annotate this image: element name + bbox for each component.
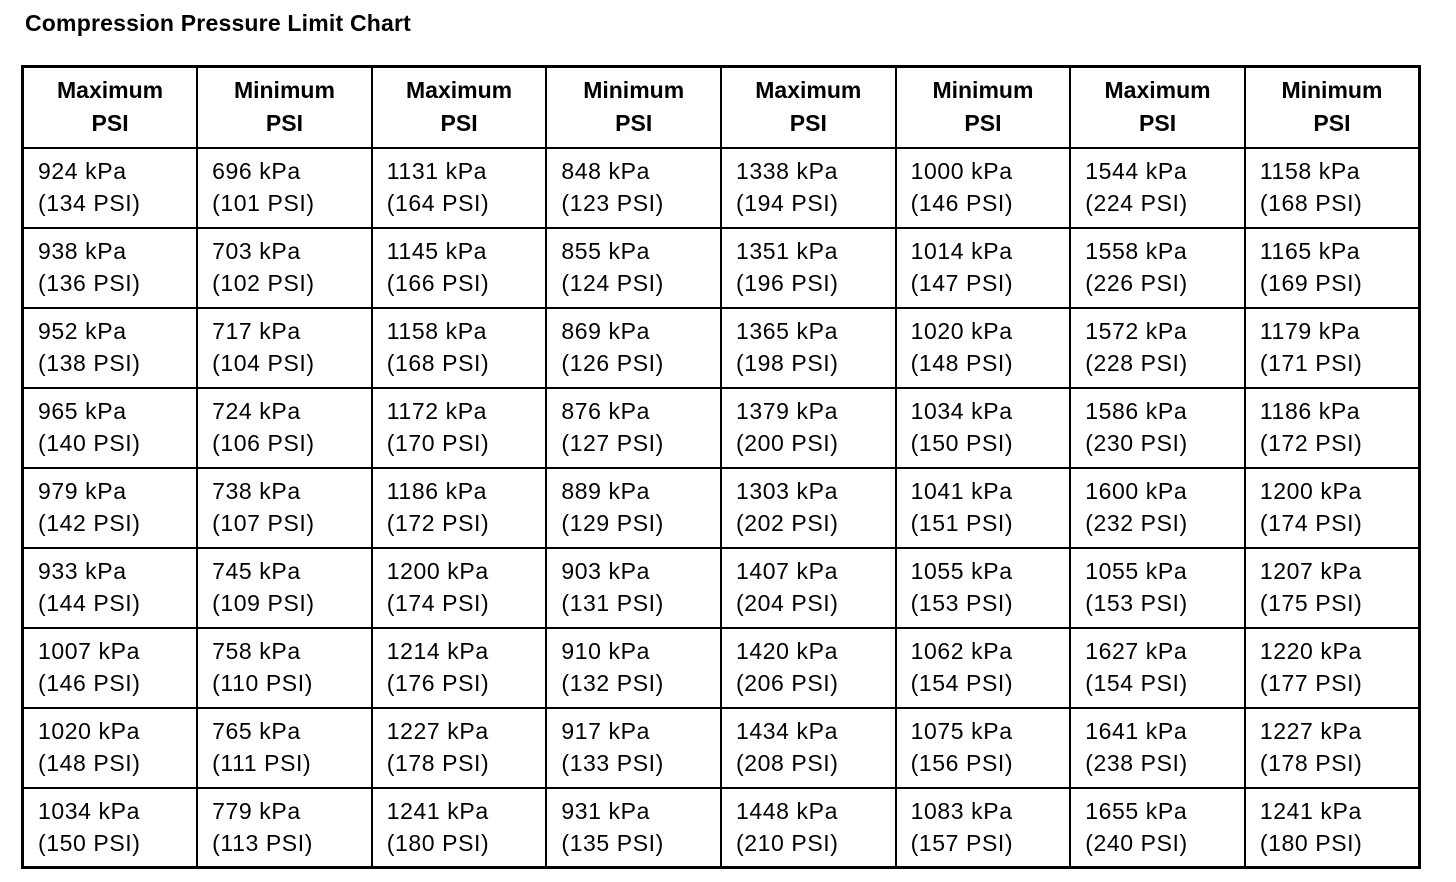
psi-value: (204 PSI) xyxy=(736,589,839,616)
kpa-value: 779 kPa xyxy=(212,797,301,824)
psi-value: (133 PSI) xyxy=(561,749,664,776)
psi-value: (210 PSI) xyxy=(736,829,839,856)
column-header-label: Maximum xyxy=(1104,77,1211,104)
psi-value: (174 PSI) xyxy=(386,589,490,616)
column-header-7 xyxy=(1070,67,1245,148)
psi-value: (200 PSI) xyxy=(736,429,839,456)
kpa-value: 1034 kPa xyxy=(38,797,140,824)
table-cell xyxy=(1245,628,1420,708)
table-cell xyxy=(896,548,1071,628)
kpa-value: 1641 kPa xyxy=(1085,717,1188,744)
psi-value: (172 PSI) xyxy=(386,509,490,536)
table-cell xyxy=(197,148,372,228)
column-header-5 xyxy=(721,67,896,148)
table-cell xyxy=(721,468,896,548)
kpa-value: 1338 kPa xyxy=(736,157,838,184)
psi-value: (157 PSI) xyxy=(910,829,1014,856)
psi-value: (226 PSI) xyxy=(1085,269,1188,296)
psi-value: (153 PSI) xyxy=(1085,589,1188,616)
psi-value: (148 PSI) xyxy=(38,749,141,776)
table-cell xyxy=(546,228,721,308)
psi-value: (178 PSI) xyxy=(1259,749,1363,776)
kpa-value: 1179 kPa xyxy=(1259,317,1361,344)
kpa-value: 1220 kPa xyxy=(1259,637,1362,664)
table-cell xyxy=(23,788,198,868)
column-header-unit: PSI xyxy=(615,110,653,137)
kpa-value: 1558 kPa xyxy=(1085,237,1188,264)
page-title: Compression Pressure Limit Chart xyxy=(25,10,412,36)
psi-value: (146 PSI) xyxy=(38,669,141,696)
table-cell xyxy=(372,788,547,868)
column-header-unit: PSI xyxy=(964,110,1002,137)
kpa-value: 938 kPa xyxy=(38,237,127,264)
kpa-value: 696 kPa xyxy=(212,157,301,184)
kpa-value: 979 kPa xyxy=(38,477,127,504)
column-header-8 xyxy=(1245,67,1420,148)
kpa-value: 724 kPa xyxy=(212,397,301,424)
table-row xyxy=(23,708,1420,788)
table-cell xyxy=(721,628,896,708)
psi-value: (113 PSI) xyxy=(212,829,313,856)
kpa-value: 889 kPa xyxy=(561,477,650,504)
kpa-value: 1351 kPa xyxy=(736,237,838,264)
table-cell xyxy=(1245,788,1420,868)
psi-value: (111 PSI) xyxy=(212,749,312,776)
kpa-value: 1627 kPa xyxy=(1085,637,1188,664)
kpa-value: 965 kPa xyxy=(38,397,127,424)
column-header-6 xyxy=(896,67,1071,148)
psi-value: (230 PSI) xyxy=(1085,429,1188,456)
psi-value: (176 PSI) xyxy=(386,669,490,696)
psi-value: (124 PSI) xyxy=(561,269,664,296)
table-cell xyxy=(896,708,1071,788)
psi-value: (102 PSI) xyxy=(212,269,315,296)
table-cell xyxy=(372,228,547,308)
psi-value: (138 PSI) xyxy=(38,349,141,376)
psi-value: (126 PSI) xyxy=(561,349,664,376)
psi-value: (134 PSI) xyxy=(38,189,141,216)
kpa-value: 703 kPa xyxy=(212,237,301,264)
table-cell xyxy=(372,708,547,788)
psi-value: (194 PSI) xyxy=(736,189,839,216)
kpa-value: 1186 kPa xyxy=(386,477,488,504)
psi-value: (132 PSI) xyxy=(561,669,664,696)
table-cell xyxy=(372,548,547,628)
table-cell xyxy=(721,228,896,308)
table-cell xyxy=(546,148,721,228)
kpa-value: 1186 kPa xyxy=(1259,397,1361,424)
psi-value: (127 PSI) xyxy=(561,429,664,456)
kpa-value: 1407 kPa xyxy=(736,557,838,584)
psi-value: (150 PSI) xyxy=(38,829,141,856)
column-header-label: Minimum xyxy=(1281,77,1383,104)
table-cell xyxy=(1245,148,1420,228)
table-cell xyxy=(1070,468,1245,548)
psi-value: (238 PSI) xyxy=(1085,749,1188,776)
header-row xyxy=(23,67,1420,148)
kpa-value: 1055 kPa xyxy=(910,557,1013,584)
table-cell xyxy=(546,388,721,468)
column-header-label: Minimum xyxy=(932,77,1034,104)
kpa-value: 876 kPa xyxy=(561,397,650,424)
kpa-value: 1055 kPa xyxy=(1085,557,1188,584)
column-header-label: Minimum xyxy=(233,77,335,104)
psi-value: (175 PSI) xyxy=(1259,589,1363,616)
table-cell xyxy=(896,788,1071,868)
kpa-value: 1586 kPa xyxy=(1085,397,1188,424)
psi-value: (172 PSI) xyxy=(1259,429,1363,456)
psi-value: (107 PSI) xyxy=(212,509,315,536)
kpa-value: 931 kPa xyxy=(561,797,650,824)
kpa-value: 1034 kPa xyxy=(910,397,1013,424)
psi-value: (206 PSI) xyxy=(736,669,839,696)
psi-value: (106 PSI) xyxy=(212,429,315,456)
kpa-value: 869 kPa xyxy=(561,317,650,344)
kpa-value: 1200 kPa xyxy=(1259,477,1362,504)
kpa-value: 924 kPa xyxy=(38,157,127,184)
psi-value: (198 PSI) xyxy=(736,349,839,376)
psi-value: (109 PSI) xyxy=(212,589,315,616)
kpa-value: 1655 kPa xyxy=(1085,797,1188,824)
table-cell xyxy=(1070,548,1245,628)
table-cell xyxy=(1245,308,1420,388)
table-cell xyxy=(1070,308,1245,388)
table-cell xyxy=(896,308,1071,388)
column-header-unit: PSI xyxy=(265,110,303,137)
table-cell xyxy=(23,228,198,308)
table-cell xyxy=(546,308,721,388)
table-cell xyxy=(372,388,547,468)
kpa-value: 1214 kPa xyxy=(386,637,489,664)
table-row xyxy=(23,548,1420,628)
table-cell xyxy=(197,708,372,788)
table-cell xyxy=(1245,708,1420,788)
table-cell xyxy=(23,548,198,628)
table-cell xyxy=(1245,468,1420,548)
table-cell xyxy=(1245,388,1420,468)
kpa-value: 1062 kPa xyxy=(910,637,1013,664)
table-cell xyxy=(546,548,721,628)
kpa-value: 917 kPa xyxy=(561,717,650,744)
table-cell xyxy=(1070,388,1245,468)
psi-value: (135 PSI) xyxy=(561,829,664,856)
table-cell xyxy=(546,708,721,788)
psi-value: (110 PSI) xyxy=(212,669,313,696)
psi-value: (154 PSI) xyxy=(910,669,1014,696)
psi-value: (131 PSI) xyxy=(561,589,664,616)
psi-value: (180 PSI) xyxy=(386,829,490,856)
psi-value: (142 PSI) xyxy=(38,509,141,536)
kpa-value: 1020 kPa xyxy=(910,317,1013,344)
kpa-value: 1158 kPa xyxy=(386,317,488,344)
kpa-value: 1303 kPa xyxy=(736,477,838,504)
column-header-label: Maximum xyxy=(406,77,513,104)
column-header-label: Maximum xyxy=(755,77,862,104)
kpa-value: 933 kPa xyxy=(38,557,127,584)
column-header-unit: PSI xyxy=(1313,110,1351,137)
table-cell xyxy=(721,308,896,388)
column-header-unit: PSI xyxy=(789,110,827,137)
kpa-value: 952 kPa xyxy=(38,317,127,344)
psi-value: (166 PSI) xyxy=(386,269,490,296)
psi-value: (178 PSI) xyxy=(386,749,490,776)
table-cell xyxy=(546,788,721,868)
psi-value: (136 PSI) xyxy=(38,269,141,296)
kpa-value: 1007 kPa xyxy=(38,637,140,664)
kpa-value: 1172 kPa xyxy=(386,397,488,424)
psi-value: (104 PSI) xyxy=(212,349,315,376)
psi-value: (154 PSI) xyxy=(1085,669,1188,696)
kpa-value: 1544 kPa xyxy=(1085,157,1188,184)
table-row xyxy=(23,148,1420,228)
kpa-value: 745 kPa xyxy=(212,557,301,584)
table-cell xyxy=(896,468,1071,548)
kpa-value: 1227 kPa xyxy=(1259,717,1362,744)
psi-value: (168 PSI) xyxy=(1259,189,1363,216)
compression-pressure-table xyxy=(21,65,1421,869)
kpa-value: 1572 kPa xyxy=(1085,317,1188,344)
psi-value: (224 PSI) xyxy=(1085,189,1188,216)
kpa-value: 1083 kPa xyxy=(910,797,1013,824)
kpa-value: 1448 kPa xyxy=(736,797,838,824)
table-cell xyxy=(372,628,547,708)
table-cell xyxy=(721,388,896,468)
kpa-value: 903 kPa xyxy=(561,557,650,584)
psi-value: (156 PSI) xyxy=(910,749,1014,776)
table-row xyxy=(23,308,1420,388)
psi-value: (150 PSI) xyxy=(910,429,1014,456)
kpa-value: 1145 kPa xyxy=(386,237,488,264)
kpa-value: 1365 kPa xyxy=(736,317,838,344)
table-cell xyxy=(721,708,896,788)
psi-value: (232 PSI) xyxy=(1085,509,1188,536)
kpa-value: 1131 kPa xyxy=(386,157,488,184)
column-header-1 xyxy=(23,67,198,148)
table-cell xyxy=(896,148,1071,228)
kpa-value: 1041 kPa xyxy=(910,477,1013,504)
table-cell xyxy=(23,708,198,788)
table-cell xyxy=(721,148,896,228)
table-cell xyxy=(197,228,372,308)
table-cell xyxy=(896,388,1071,468)
column-header-4 xyxy=(546,67,721,148)
table-row xyxy=(23,388,1420,468)
kpa-value: 1241 kPa xyxy=(386,797,489,824)
kpa-value: 1158 kPa xyxy=(1259,157,1361,184)
psi-value: (228 PSI) xyxy=(1085,349,1188,376)
psi-value: (240 PSI) xyxy=(1085,829,1188,856)
psi-value: (129 PSI) xyxy=(561,509,664,536)
kpa-value: 1227 kPa xyxy=(386,717,489,744)
table-cell xyxy=(546,628,721,708)
table-row xyxy=(23,628,1420,708)
table-cell xyxy=(197,548,372,628)
psi-value: (147 PSI) xyxy=(910,269,1014,296)
column-header-2 xyxy=(197,67,372,148)
kpa-value: 1600 kPa xyxy=(1085,477,1188,504)
kpa-value: 1014 kPa xyxy=(910,237,1013,264)
kpa-value: 910 kPa xyxy=(561,637,650,664)
table-cell xyxy=(23,468,198,548)
table-row xyxy=(23,228,1420,308)
psi-value: (123 PSI) xyxy=(561,189,664,216)
table-cell xyxy=(23,388,198,468)
psi-value: (174 PSI) xyxy=(1259,509,1363,536)
psi-value: (177 PSI) xyxy=(1259,669,1363,696)
kpa-value: 848 kPa xyxy=(561,157,650,184)
kpa-value: 738 kPa xyxy=(212,477,301,504)
table-cell xyxy=(372,468,547,548)
psi-value: (148 PSI) xyxy=(910,349,1014,376)
psi-value: (171 PSI) xyxy=(1259,349,1363,376)
kpa-value: 758 kPa xyxy=(212,637,301,664)
table-row xyxy=(23,788,1420,868)
table-cell xyxy=(1245,548,1420,628)
psi-value: (144 PSI) xyxy=(38,589,141,616)
kpa-value: 1165 kPa xyxy=(1259,237,1361,264)
psi-value: (202 PSI) xyxy=(736,509,839,536)
psi-value: (140 PSI) xyxy=(38,429,141,456)
psi-value: (208 PSI) xyxy=(736,749,839,776)
kpa-value: 1420 kPa xyxy=(736,637,838,664)
kpa-value: 717 kPa xyxy=(212,317,301,344)
column-header-3 xyxy=(372,67,547,148)
table-cell xyxy=(197,308,372,388)
table-cell xyxy=(372,148,547,228)
psi-value: (164 PSI) xyxy=(386,189,490,216)
table-row xyxy=(23,468,1420,548)
table-cell xyxy=(1245,228,1420,308)
psi-value: (180 PSI) xyxy=(1259,829,1363,856)
table-cell xyxy=(1070,708,1245,788)
column-header-unit: PSI xyxy=(440,110,478,137)
kpa-value: 1200 kPa xyxy=(386,557,489,584)
psi-value: (101 PSI) xyxy=(212,189,315,216)
table-cell xyxy=(1070,228,1245,308)
table-cell xyxy=(1070,788,1245,868)
table-cell xyxy=(197,388,372,468)
psi-value: (153 PSI) xyxy=(910,589,1014,616)
psi-value: (196 PSI) xyxy=(736,269,839,296)
psi-value: (170 PSI) xyxy=(386,429,490,456)
table-cell xyxy=(372,308,547,388)
table-cell xyxy=(546,468,721,548)
kpa-value: 1075 kPa xyxy=(910,717,1013,744)
psi-value: (169 PSI) xyxy=(1259,269,1363,296)
psi-value: (151 PSI) xyxy=(910,509,1014,536)
table-cell xyxy=(197,628,372,708)
table-cell xyxy=(896,228,1071,308)
kpa-value: 1000 kPa xyxy=(910,157,1013,184)
kpa-value: 1241 kPa xyxy=(1259,797,1362,824)
kpa-value: 1434 kPa xyxy=(736,717,838,744)
table-cell xyxy=(1070,148,1245,228)
table-cell xyxy=(721,548,896,628)
table-cell xyxy=(1070,628,1245,708)
table-cell xyxy=(197,788,372,868)
table-cell xyxy=(896,628,1071,708)
table-cell xyxy=(23,628,198,708)
table-cell xyxy=(23,148,198,228)
column-header-label: Minimum xyxy=(583,77,685,104)
table-cell xyxy=(23,308,198,388)
table-body xyxy=(23,148,1420,868)
kpa-value: 1207 kPa xyxy=(1259,557,1362,584)
kpa-value: 765 kPa xyxy=(212,717,301,744)
table-cell xyxy=(721,788,896,868)
column-header-label: Maximum xyxy=(57,77,164,104)
psi-value: (168 PSI) xyxy=(386,349,490,376)
column-header-unit: PSI xyxy=(1139,110,1177,137)
kpa-value: 1379 kPa xyxy=(736,397,838,424)
kpa-value: 1020 kPa xyxy=(38,717,140,744)
column-header-unit: PSI xyxy=(91,110,129,137)
table-cell xyxy=(197,468,372,548)
psi-value: (146 PSI) xyxy=(910,189,1014,216)
kpa-value: 855 kPa xyxy=(561,237,650,264)
